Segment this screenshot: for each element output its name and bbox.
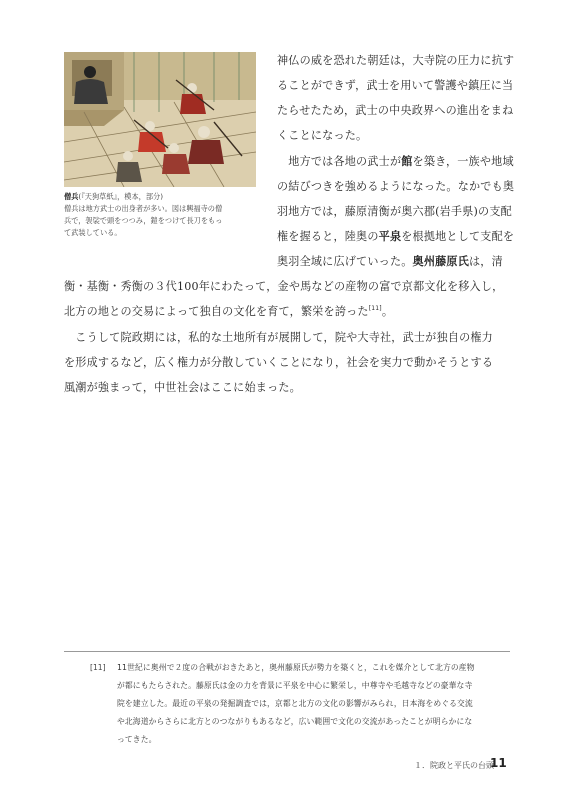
text-run: を築き，一族や地域 [412, 155, 514, 168]
page-number: 11 [490, 756, 507, 770]
key-term-oshu-fujiwara: 奥州藤原氏 [412, 255, 470, 268]
body-line: くことになった。 [277, 129, 368, 142]
key-term-yakata: 館 [401, 155, 413, 168]
text-run: を根拠地として支配を [401, 230, 515, 243]
body-line: 神仏の威を恐れた朝廷は，大寺院の圧力に抗す [277, 54, 515, 67]
text-run: 権を握ると，陸奥の [277, 230, 379, 243]
text-run: 奥羽全域に広げていった。 [277, 255, 413, 268]
footnote-line: ってきた。 [117, 735, 157, 744]
footnote-number: [11] [90, 663, 106, 672]
body-line [277, 228, 514, 244]
body-line: 風潮が強まって，中世社会はここに始まった。 [64, 381, 301, 394]
figure-caption [64, 191, 260, 239]
body-line: たらせたため，武士の中央政界への進出をまね [277, 104, 514, 117]
text-run: 地方では各地の武士が [277, 155, 402, 168]
footnote-line: が都にもたらされた。藤原氏は金の力を背景に平泉を中心に繁栄し，中尊寺や毛越寺などの豪華な寺 [117, 681, 473, 690]
body-line [277, 253, 503, 269]
text-run: は，清 [469, 255, 503, 268]
body-line: 羽地方では，藤原清衡が奥六郡(岩手県)の支配 [277, 205, 512, 218]
caption-line: て武装している。 [64, 228, 122, 237]
caption-title: 僧兵 [64, 192, 79, 201]
body-line: 衡・基衡・秀衡の３代100年にわたって，金や馬などの産物の富で京都文化を移入し， [64, 280, 504, 293]
caption-source: (『天狗草紙』，模本，部分) [78, 192, 164, 201]
body-line [64, 303, 393, 319]
footnote-ref[interactable]: [11] [368, 305, 382, 312]
key-term-hiraizumi: 平泉 [378, 230, 402, 243]
footnote-line: 院を建立した。最近の平泉の発掘調査では，京都と北方の文化の影響がみられ，日本海をめぐる交流 [117, 699, 473, 708]
text-run: 北方の地との交易によって独自の文化を育て，繁栄を誇った [64, 305, 369, 318]
running-head: １．院政と平氏の台頭 [414, 761, 494, 770]
footnote-divider [64, 651, 510, 652]
footnote-line: 11世紀に奥州で２度の合戦がおきたあと，奥州藤原氏が勢力を築くと，これを媒介として北方の産物 [117, 663, 475, 672]
footnote-line: や北海道からさらに北方とのつながりもあるなど，広い範囲で文化の交流があったことが明らかにな [117, 717, 473, 726]
body-line: ることができず，武士を用いて警護や鎮圧に当 [277, 79, 514, 92]
monk-soldiers-illustration [64, 52, 256, 187]
caption-line: 兵で，袈裟で頭をつつみ，鎧をつけて長刀をもっ [64, 216, 223, 225]
body-line [277, 153, 514, 169]
text-run: 。 [381, 305, 394, 318]
caption-line: 僧兵は地方武士の出身者が多い。図は興福寺の僧 [64, 204, 223, 213]
body-line: の結びつきを強めるようになった。なかでも奥 [277, 180, 515, 193]
body-line: を形成するなど，広く権力が分散していくことになり，社会を実力で動かそうとする [64, 356, 494, 369]
body-line: こうして院政期には，私的な土地所有が展開して，院や大寺社，武士が独自の権力 [64, 331, 493, 344]
